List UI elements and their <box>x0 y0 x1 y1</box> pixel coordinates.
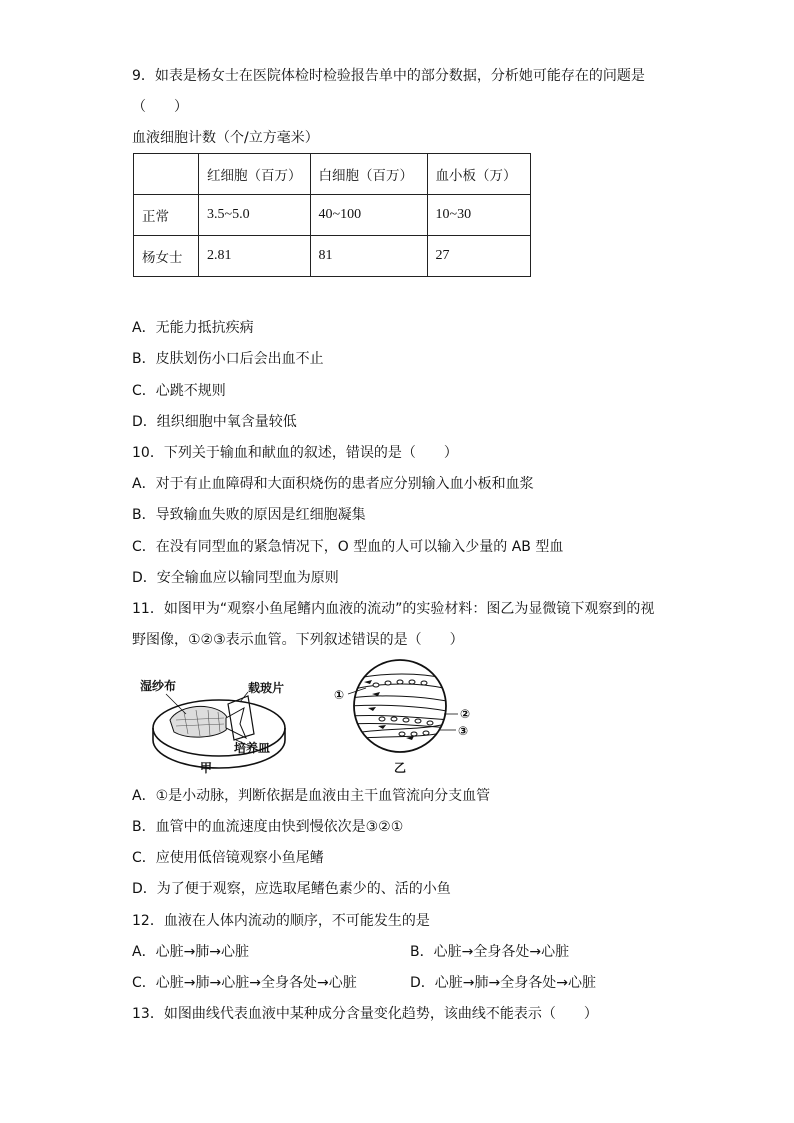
label-dish: 培养皿 <box>234 741 271 755</box>
q11-stem-line2: 野图像，①②③表示血管。下列叙述错误的是（ ） <box>132 632 464 648</box>
q10-option-b[interactable]: B．导致输血失败的原因是红细胞凝集 <box>132 507 366 523</box>
table-header-row <box>134 154 531 195</box>
table-cell: 2.81 <box>199 236 311 277</box>
label-wet-gauze: 湿纱布 <box>140 679 177 693</box>
table-header-cell <box>134 154 199 195</box>
table-cell: 81 <box>310 236 427 277</box>
q12-option-b[interactable]: B．心脏→全身各处→心脏 <box>410 944 570 960</box>
q11-option-d[interactable]: D．为了便于观察，应选取尾鳍色素少的、活的小鱼 <box>132 881 451 897</box>
table-row <box>134 236 531 277</box>
figure-jia <box>136 668 306 780</box>
table-cell: 10~30 <box>427 195 530 236</box>
q9-stem-line1: 9．如表是杨女士在医院体检时检验报告单中的部分数据，分析她可能存在的问题是 <box>132 68 645 84</box>
table-header-cell: 白细胞（百万） <box>310 154 427 195</box>
caption-jia: 甲 <box>200 761 213 775</box>
table-cell: 27 <box>427 236 530 277</box>
label-vessel-1: ① <box>334 688 345 702</box>
table-cell: 正常 <box>134 195 199 236</box>
q12-stem: 12．血液在人体内流动的顺序，不可能发生的是 <box>132 913 430 929</box>
q10-stem: 10．下列关于输血和献血的叙述，错误的是（ ） <box>132 445 458 461</box>
q13-stem: 13．如图曲线代表血液中某种成分含量变化趋势，该曲线不能表示（ ） <box>132 1006 598 1022</box>
q12-option-a[interactable]: A．心脏→肺→心脏 <box>132 944 250 960</box>
q11-option-a[interactable]: A．①是小动脉，判断依据是血液由主干血管流向分支血管 <box>132 788 491 804</box>
label-vessel-2: ② <box>460 707 471 721</box>
table-row <box>134 195 531 236</box>
q9-option-b[interactable]: B．皮肤划伤小口后会出血不止 <box>132 351 324 367</box>
q9-option-a[interactable]: A．无能力抵抗疾病 <box>132 320 254 336</box>
table-cell: 3.5~5.0 <box>199 195 311 236</box>
q12-option-c[interactable]: C．心脏→肺→心脏→全身各处→心脏 <box>132 975 357 991</box>
blood-count-table <box>133 153 531 277</box>
q12-option-d[interactable]: D．心脏→肺→全身各处→心脏 <box>410 975 596 991</box>
q9-option-d[interactable]: D．组织细胞中氧含量较低 <box>132 414 297 430</box>
q9-stem-line2: （ ） <box>132 99 188 115</box>
table-cell: 40~100 <box>310 195 427 236</box>
label-slide: 载玻片 <box>248 681 285 695</box>
label-vessel-3: ③ <box>458 724 469 738</box>
figure-yi <box>332 658 482 780</box>
q11-stem-line1: 11．如图甲为“观察小鱼尾鳍内血液的流动”的实验材料：图乙为显微镜下观察到的视 <box>132 601 655 617</box>
q9-table-title: 血液细胞计数（个/立方毫米） <box>132 130 319 146</box>
table-cell: 杨女士 <box>134 236 199 277</box>
q10-option-c[interactable]: C．在没有同型血的紧急情况下，O 型血的人可以输入少量的 AB 型血 <box>132 539 564 555</box>
q10-option-d[interactable]: D．安全输血应以输同型血为原则 <box>132 570 339 586</box>
caption-yi: 乙 <box>394 761 407 775</box>
q11-option-b[interactable]: B．血管中的血流速度由快到慢依次是③②① <box>132 819 404 835</box>
q9-option-c[interactable]: C．心跳不规则 <box>132 383 226 399</box>
q11-option-c[interactable]: C．应使用低倍镜观察小鱼尾鳍 <box>132 850 324 866</box>
q10-option-a[interactable]: A．对于有止血障碍和大面积烧伤的患者应分别输入血小板和血浆 <box>132 476 534 492</box>
table-header-cell: 红细胞（百万） <box>199 154 311 195</box>
table-header-cell: 血小板（万） <box>427 154 530 195</box>
